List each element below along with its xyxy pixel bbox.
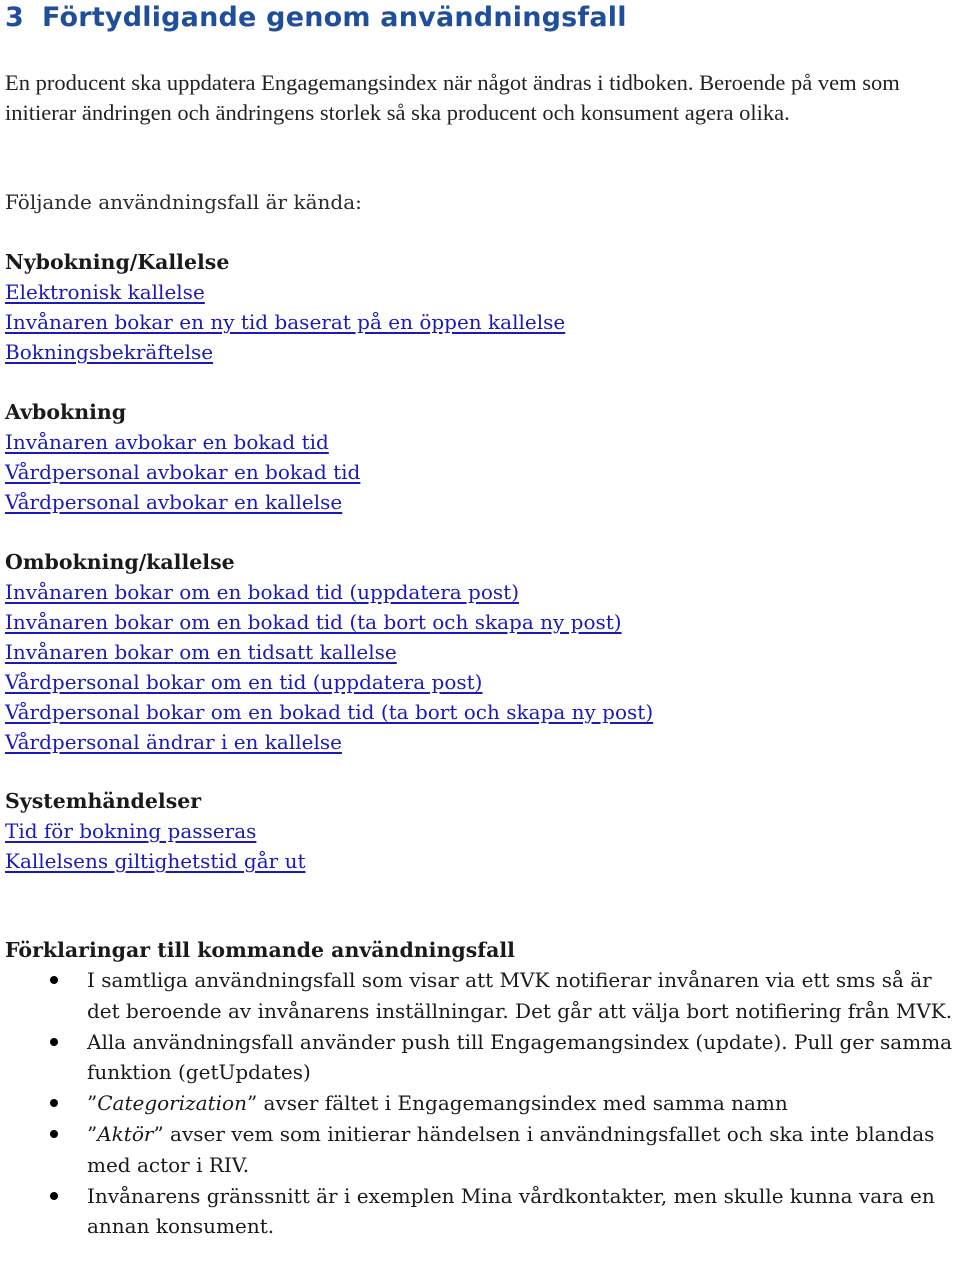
bullet-text: I samtliga användningsfall som visar att MVK notifierar invånaren via ett sms så är det beroende av invånarens inställningar. Det går att välja bort notifiering från MVK.: [87, 968, 953, 1023]
section-avbokning: [5, 397, 955, 517]
bullet-icon: [50, 1038, 58, 1046]
list-item: [5, 1181, 955, 1242]
open-quote: ”: [87, 1122, 98, 1146]
section-title-systemhandelser: Systemhändelser: [5, 789, 202, 813]
explanations-title: Förklaringar till kommande användningsfall: [5, 938, 515, 962]
link-vardpersonal-avbokar-tid[interactable]: Vårdpersonal avbokar en bokad tid: [5, 460, 361, 484]
bullet-icon: [50, 1099, 58, 1107]
section-title: Förtydligande genom användningsfall: [42, 2, 627, 33]
explanations-section: [5, 935, 960, 1242]
link-vardpersonal-avbokar-kallelse[interactable]: Vårdpersonal avbokar en kallelse: [5, 490, 343, 514]
term-categorization: Categorization: [97, 1091, 247, 1115]
section-title-ombokning: Ombokning/kallelse: [5, 550, 235, 574]
link-vardpersonal-andrar-kallelse[interactable]: Vårdpersonal ändrar i en kallelse: [5, 730, 342, 754]
bullet-icon: [50, 976, 58, 984]
link-bokningsbekraftelse[interactable]: Bokningsbekräftelse: [5, 340, 214, 364]
close-quote: ”: [153, 1122, 164, 1146]
section-systemhandelser: [5, 786, 955, 876]
explanations-list: [5, 965, 960, 1242]
bullet-text: avser fältet i Engagemangsindex med samma namn: [257, 1091, 788, 1115]
list-item: [5, 1088, 955, 1119]
link-vardpersonal-bokar-om-ta-bort[interactable]: Vårdpersonal bokar om en bokad tid (ta bort och skapa ny post): [5, 700, 654, 724]
bullet-icon: [50, 1192, 58, 1200]
section-number: 3: [5, 2, 24, 33]
link-kallelsens-giltighetstid[interactable]: Kallelsens giltighetstid går ut: [5, 849, 306, 873]
link-invanaren-bokar-om-uppdatera[interactable]: Invånaren bokar om en bokad tid (uppdatera post): [5, 580, 520, 604]
section-ombokning: [5, 547, 955, 757]
section-title-nybokning: Nybokning/Kallelse: [5, 250, 230, 274]
list-item: [5, 1027, 955, 1088]
link-invanaren-avbokar[interactable]: Invånaren avbokar en bokad tid: [5, 430, 329, 454]
open-quote: ”: [87, 1091, 98, 1115]
bullet-text: Invånarens gränssnitt är i exemplen Mina vårdkontakter, men skulle kunna vara en annan konsument.: [87, 1183, 935, 1238]
list-item: [5, 1119, 955, 1180]
section-title-avbokning: Avbokning: [5, 400, 127, 424]
close-quote: ”: [246, 1091, 258, 1115]
section-heading: [5, 2, 627, 33]
link-invanaren-bokar-om-kallelse[interactable]: Invånaren bokar om en tidsatt kallelse: [5, 640, 397, 664]
list-item: [5, 965, 955, 1026]
link-invanaren-bokar-om-ta-bort[interactable]: Invånaren bokar om en bokad tid (ta bort och skapa ny post): [5, 610, 622, 634]
known-cases-label: Följande användningsfall är kända:: [5, 190, 362, 214]
link-elektronisk-kallelse[interactable]: Elektronisk kallelse: [5, 280, 205, 304]
section-nybokning: [5, 247, 955, 367]
bullet-text: avser vem som initierar händelsen i användningsfallet och ska inte blandas med actor i RIV.: [87, 1122, 935, 1177]
bullet-text: Alla användningsfall använder push till Engagemangsindex (update). Pull ger samma funktion (getUpdates): [87, 1029, 953, 1084]
intro-paragraph: En producent ska uppdatera Engagemangsindex när något ändras i tidboken. Beroende på vem som initierar ändringen och ändringens storlek så ska producent och konsument agera olika.: [5, 70, 900, 125]
link-invanaren-bokar-ny-tid[interactable]: Invånaren bokar en ny tid baserat på en öppen kallelse: [5, 310, 566, 334]
link-tid-for-bokning-passeras[interactable]: Tid för bokning passeras: [5, 819, 257, 843]
bullet-icon: [50, 1130, 58, 1138]
link-vardpersonal-bokar-om-uppdatera[interactable]: Vårdpersonal bokar om en tid (uppdatera post): [5, 670, 483, 694]
term-aktor: Aktör: [97, 1122, 154, 1146]
